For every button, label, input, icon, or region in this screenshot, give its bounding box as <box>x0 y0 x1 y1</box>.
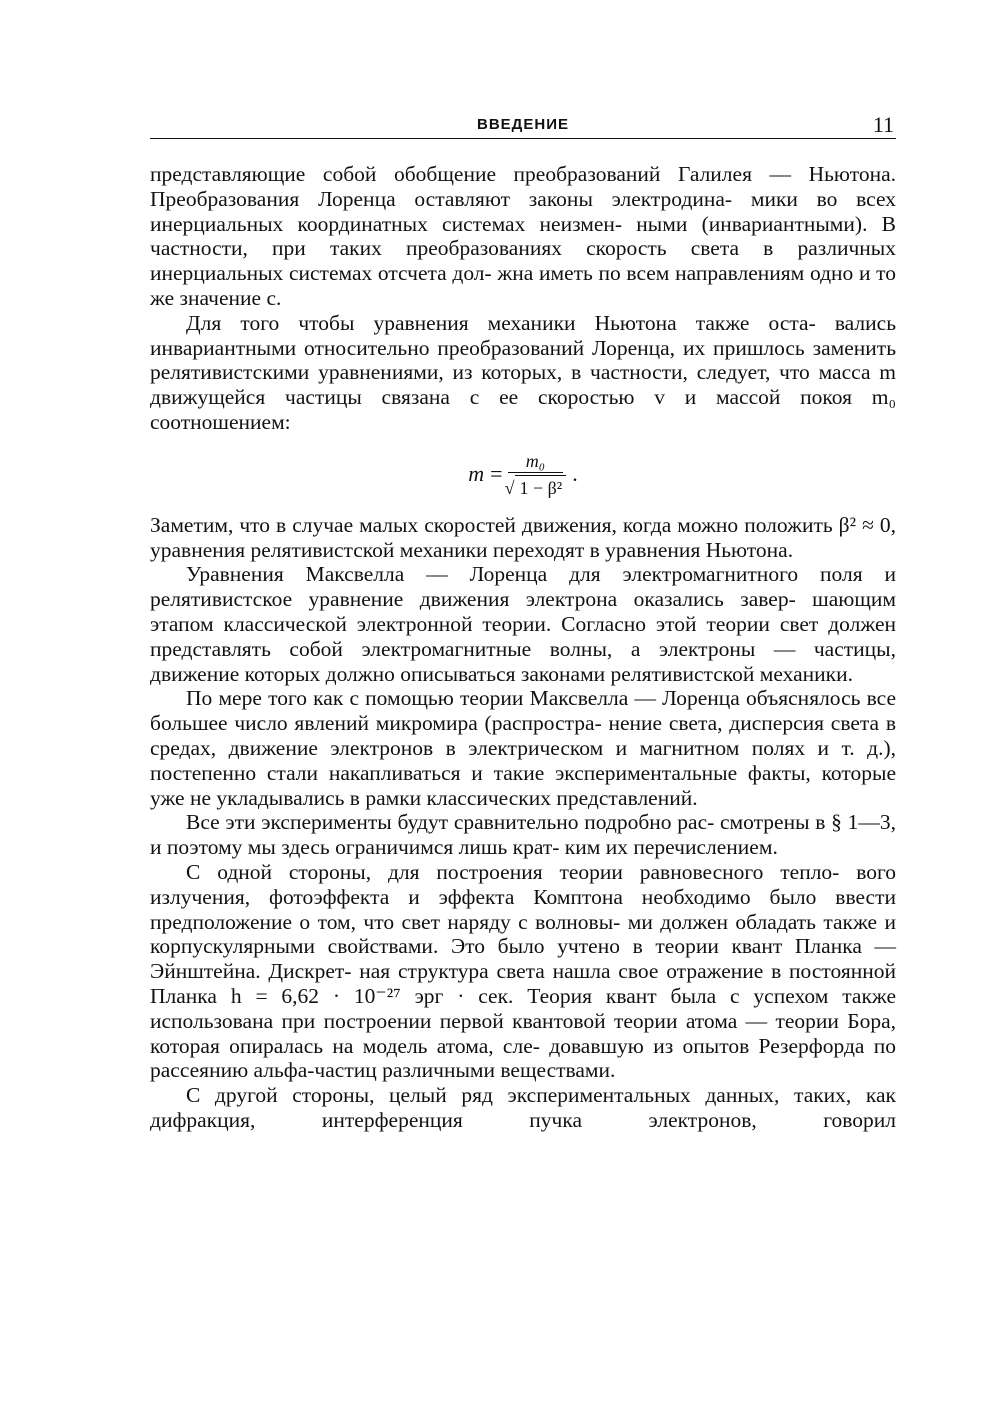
page-body <box>150 162 896 1133</box>
p7-line-7: Планка h = 6,62 · 10⁻²⁷ эрг · сек. Теория квант была с успехом <box>150 983 829 1008</box>
p1-line-5: скорость света в различных инерциальных системах отсчета дол- <box>150 236 897 286</box>
p5-line-1: По мере того как с помощью теории Максвелла — Лоренца <box>186 686 740 711</box>
p4-line-4: теории свет должен представлять собой электромагнитные волны, <box>150 611 896 661</box>
paragraph-3 <box>150 513 896 563</box>
p4-line-5: а электроны — частицы, движение которых должно описываться <box>150 636 896 686</box>
formula-fraction <box>505 450 567 500</box>
p4-line-3: шающим этапом классической электронной теории. Согласно этой <box>150 587 896 636</box>
p7-line-8: также использована при построении первой квантовой теории <box>150 983 897 1033</box>
running-head-title: ВВЕДЕНИЕ <box>477 116 569 133</box>
p7-line-4: ми должен обладать также и корпускулярными свойствами. <box>150 909 897 959</box>
paragraph-1 <box>150 162 896 311</box>
p7-line-9: атома — теории Бора, которая опиралась на модель атома, сле- <box>150 1008 897 1058</box>
formula-lhs: m <box>468 461 485 487</box>
p1-line-2: Ньютона. Преобразования Лоренца оставляют законы электродина- <box>150 162 896 211</box>
paragraph-5 <box>150 686 896 810</box>
formula-radicand: 1 − β² <box>515 475 566 500</box>
formula-equals: = <box>490 461 503 487</box>
p1-line-6: жна иметь по всем направлениям одно и то же значение c. <box>150 261 897 310</box>
p2-line-4: в частности, следует, что масса m движущейся частицы связана <box>150 360 896 410</box>
p6-line-3: ким их перечислением. <box>564 835 778 860</box>
p7-line-10: довавшую из опытов Резерфорда по рассеянию альфа-частиц <box>150 1033 897 1083</box>
p1-line-3: мики во всех инерциальных координатных системах неизмен- <box>150 186 896 236</box>
relativistic-mass-formula <box>150 437 896 513</box>
p2-line-3: их пришлось заменить релятивистскими уравнениями, из которых, <box>150 335 896 385</box>
p1-line-4: ными (инвариантными). В частности, при таких преобразованиях <box>150 211 896 261</box>
p2-line-2: вались инвариантными относительно преобразований Лоренца, <box>150 310 896 360</box>
p5-line-4: электрическом и магнитном полях и т. д.), постепенно стали <box>150 735 896 785</box>
paragraph-2 <box>150 311 896 435</box>
p4-line-2: и релятивистское уравнение движения электрона оказались завер- <box>150 562 896 612</box>
radical-sign: √ <box>504 477 515 498</box>
p2-line-1: Для того чтобы уравнения механики Ньютона также оста- <box>186 310 816 335</box>
p8-line-1: С другой стороны, целый ряд экспериментальных данных, <box>186 1083 780 1108</box>
formula-denominator <box>505 473 567 500</box>
p3-line-1: Заметим, что в случае малых скоростей движения, когда можно <box>150 512 739 537</box>
p7-line-5: Это было учтено в теории квант Планка — Эйнштейна. Дискрет- <box>150 934 897 984</box>
p7-line-3: было ввести предположение о том, что свет наряду с волновы- <box>150 884 896 934</box>
p5-line-2: объяснялось все большее число явлений микромира (распростра- <box>150 686 896 736</box>
paragraph-8 <box>150 1083 896 1133</box>
p5-line-6: не укладывались в рамки классических представлений. <box>189 785 698 810</box>
running-header <box>150 114 896 139</box>
p5-line-3: нение света, дисперсия света в средах, движение электронов в <box>150 711 896 760</box>
formula-numerator: m₀ <box>508 450 563 473</box>
p4-line-6: законами релятивистской механики. <box>520 661 853 686</box>
paragraph-7 <box>150 860 896 1083</box>
paragraph-4 <box>150 562 896 686</box>
p7-line-11: различными веществами. <box>382 1058 616 1083</box>
p7-line-2: вого излучения, фотоэффекта и эффекта Комптона необходимо <box>150 859 896 909</box>
p2-line-5: с ее скоростью v и массой покоя m₀ соотношением: <box>150 385 897 434</box>
p6-line-2: смотрены в § 1—3, и поэтому мы здесь ограничимся лишь крат- <box>150 810 896 860</box>
p1-line-1: представляющие собой обобщение преобразований Галилея — <box>150 162 792 186</box>
formula-end: . <box>572 461 578 487</box>
p6-line-1: Все эти эксперименты будут сравнительно подробно рас- <box>186 810 715 835</box>
p4-line-1: Уравнения Максвелла — Лоренца для электромагнитного поля <box>186 562 863 587</box>
p5-line-5: накапливаться и такие экспериментальные факты, которые уже <box>150 760 896 810</box>
page-number: 11 <box>872 112 894 137</box>
p8-line-2: таких, как дифракция, интерференция пучка электронов, говорил <box>150 1083 897 1132</box>
p3-line-3: в уравнения Ньютона. <box>589 537 794 562</box>
p7-line-1: С одной стороны, для построения теории равновесного тепло- <box>186 859 840 884</box>
paragraph-6 <box>150 810 896 860</box>
p7-line-6: ная структура света нашла свое отражение в постоянной <box>359 959 896 984</box>
p3-line-2: положить β² ≈ 0, уравнения релятивистской механики переходят <box>150 512 897 562</box>
